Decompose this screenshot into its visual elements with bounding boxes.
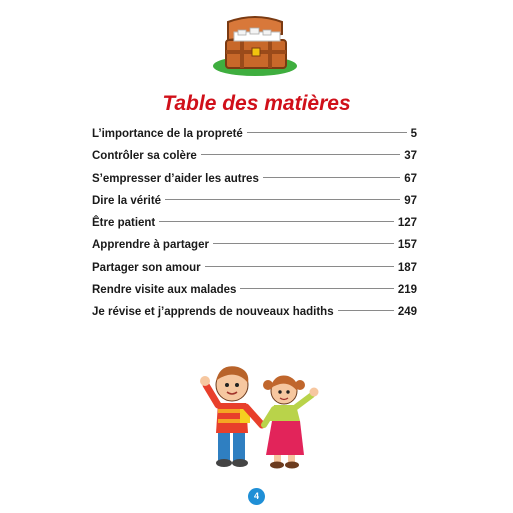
toc-label: Contrôler sa colère	[92, 150, 197, 163]
toc-label: L’importance de la propreté	[92, 128, 243, 140]
toc-label: Être patient	[92, 217, 156, 230]
kids-holding-hands-icon	[200, 355, 320, 473]
toc-label: S’empresser d’aider les autres	[92, 172, 259, 185]
toc-leader-line	[159, 221, 394, 222]
toc-leader-line	[263, 177, 400, 178]
page-title: Table des matières	[162, 92, 351, 115]
toc-label: Je révise et j’apprends de nouveaux hadiths	[92, 306, 334, 319]
page-number-badge: 4	[248, 488, 265, 505]
toc-row[interactable]	[92, 217, 417, 239]
toc-label: Rendre visite aux malades	[92, 284, 237, 297]
toc-page-number: 157	[397, 239, 417, 252]
toc-row[interactable]	[92, 128, 417, 150]
toc-page-number: 249	[397, 306, 417, 319]
toc-leader-line	[165, 199, 400, 200]
toc-page-number: 37	[404, 150, 417, 163]
toc-row[interactable]	[92, 195, 417, 217]
toc-page-number: 97	[404, 194, 417, 207]
girl-figure	[263, 376, 319, 469]
toc-row[interactable]	[92, 173, 417, 195]
toc-page-number: 5	[410, 128, 417, 140]
toc-row[interactable]	[92, 284, 417, 306]
toc-label: Dire la vérité	[92, 194, 162, 207]
boy-figure	[200, 366, 262, 467]
toc-page-number: 127	[397, 217, 417, 230]
toc-leader-line	[247, 132, 407, 133]
toc-leader-line	[240, 288, 393, 289]
toc-leader-line	[205, 266, 394, 267]
toc-page-number: 219	[397, 284, 417, 297]
toc-leader-line	[338, 310, 394, 311]
toc-row[interactable]	[92, 239, 417, 261]
toc-leader-line	[213, 243, 394, 244]
toc-page-number: 187	[397, 261, 417, 274]
table-of-contents	[92, 128, 417, 329]
toc-row[interactable]	[92, 262, 417, 284]
toc-label: Partager son amour	[92, 261, 201, 274]
toc-label: Apprendre à partager	[92, 239, 209, 252]
toc-leader-line	[201, 154, 400, 155]
toc-row[interactable]	[92, 150, 417, 172]
toc-row[interactable]	[92, 306, 417, 328]
treasure-chest-icon	[210, 14, 300, 76]
toc-page-number: 67	[404, 172, 417, 185]
